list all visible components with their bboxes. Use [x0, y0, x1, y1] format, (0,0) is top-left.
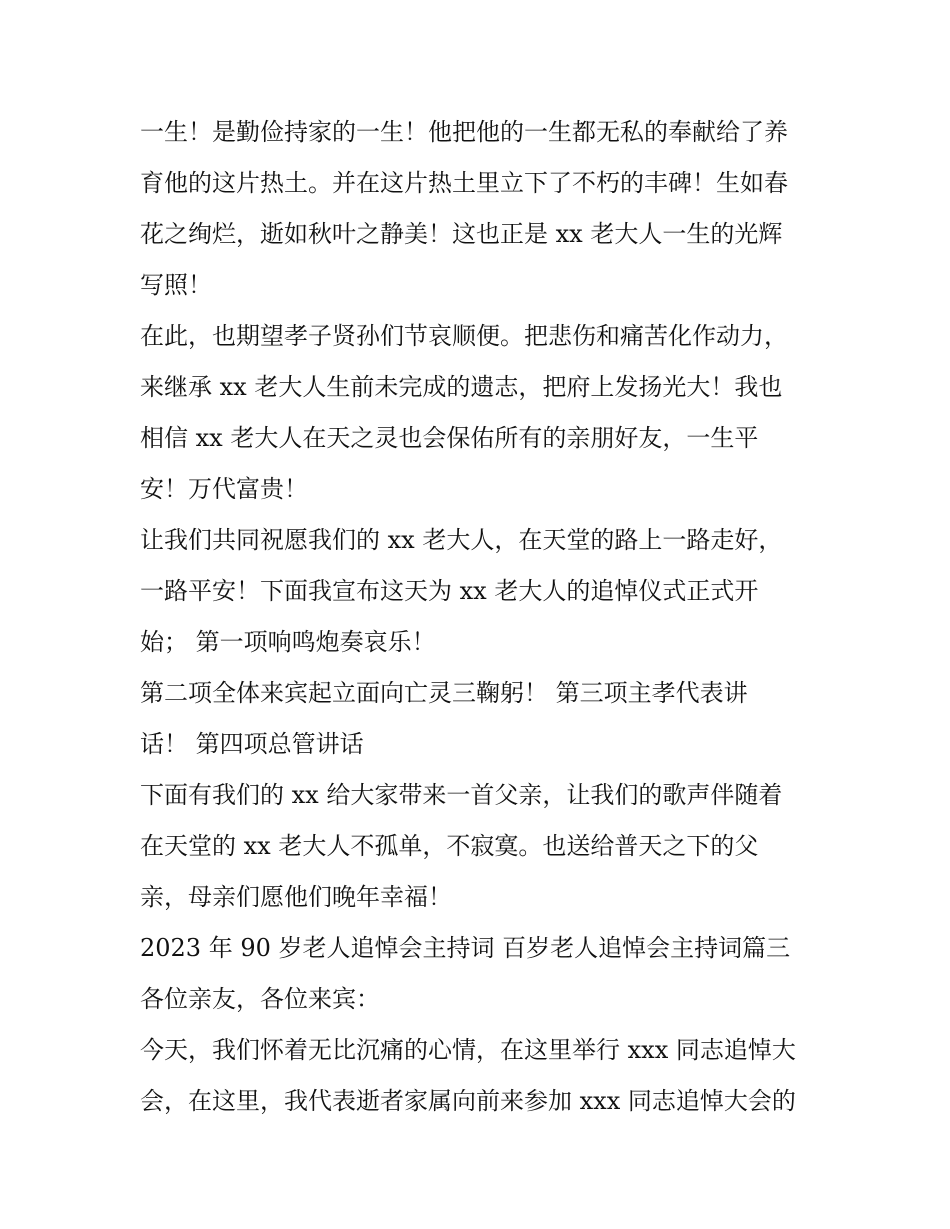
text-line-14: 下面有我们的 xx 给大家带来一首父亲，让我们的歌声伴随着 — [140, 781, 783, 809]
text-line-6: 来继承 xx 老大人生前未完成的遗志，把府上发扬光大！我也 — [140, 373, 783, 401]
text-line-17: 2023 年 90 岁老人追悼会主持词 百岁老人追悼会主持词篇三 — [140, 934, 791, 962]
text-line-10: 一路平安！下面我宣布这天为 xx 老大人的追悼仪式正式开 — [140, 577, 759, 605]
text-line-2: 育他的这片热土。并在这片热土里立下了不朽的丰碑！生如春 — [140, 169, 788, 197]
text-line-20: 会，在这里，我代表逝者家属向前来参加 xxx 同志追悼大会的 — [140, 1087, 796, 1115]
text-line-19: 今天，我们怀着无比沉痛的心情，在这里举行 xxx 同志追悼大 — [140, 1036, 796, 1064]
text-line-16: 亲，母亲们愿他们晚年幸福！ — [140, 883, 452, 911]
text-line-5: 在此，也期望孝子贤孙们节哀顺便。把悲伤和痛苦化作动力， — [140, 322, 788, 350]
text-line-9: 让我们共同祝愿我们的 xx 老大人，在天堂的路上一路走好， — [140, 526, 783, 554]
text-line-4: 写照！ — [140, 271, 212, 299]
text-line-12: 第二项全体来宾起立面向亡灵三鞠躬！ 第三项主孝代表讲 — [140, 679, 748, 707]
text-line-7: 相信 xx 老大人在天之灵也会保佑所有的亲朋好友，一生平 — [140, 424, 759, 452]
text-line-1: 一生！是勤俭持家的一生！他把他的一生都无私的奉献给了养 — [140, 118, 788, 146]
text-line-18: 各位亲友，各位来宾： — [140, 985, 380, 1013]
text-line-13: 话！ 第四项总管讲话 — [140, 730, 364, 758]
text-line-15: 在天堂的 xx 老大人不孤单，不寂寞。也送给普天之下的父 — [140, 832, 759, 860]
text-line-11: 始； 第一项响鸣炮奏哀乐！ — [140, 628, 436, 656]
text-line-3: 花之绚烂，逝如秋叶之静美！这也正是 xx 老大人一生的光辉 — [140, 220, 783, 248]
text-line-8: 安！万代富贵！ — [140, 475, 308, 503]
document-body — [140, 107, 820, 1127]
